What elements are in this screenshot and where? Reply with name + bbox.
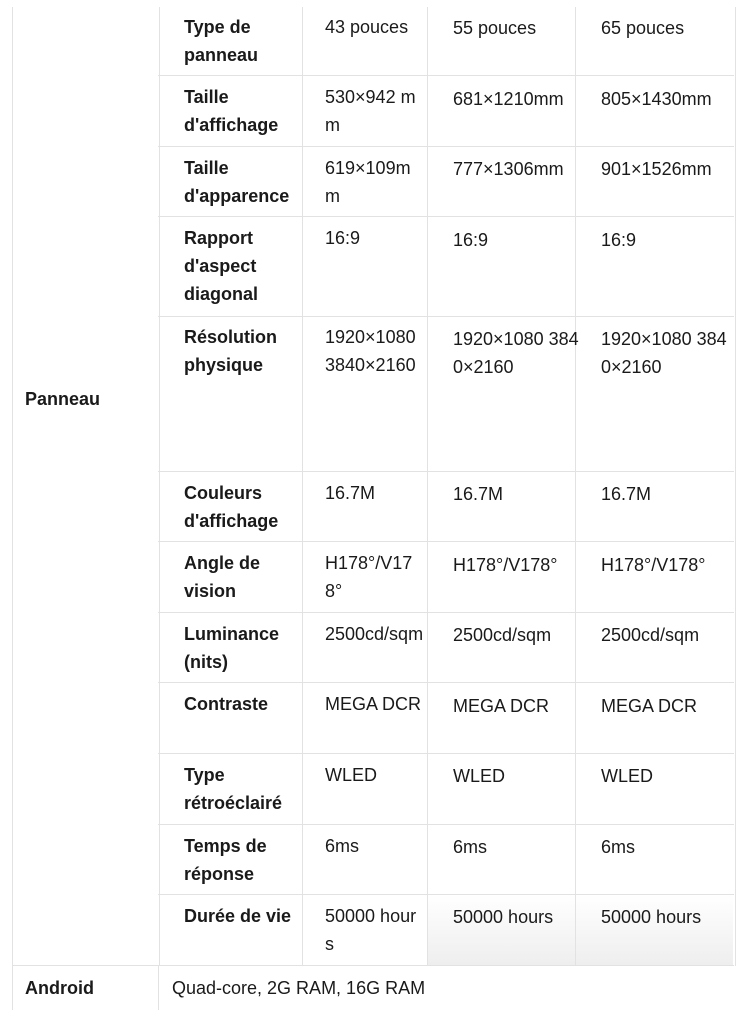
spec-value-65: 2500cd/sqm <box>601 625 700 645</box>
row-divider <box>158 541 734 542</box>
column-divider <box>427 7 428 966</box>
spec-value-55: 16:9 <box>453 230 489 250</box>
spec-label: Angle de vision <box>184 553 261 601</box>
spec-value-65: 6ms <box>601 837 636 857</box>
spec-label: Couleurs d'affichage <box>184 483 279 531</box>
spec-value-43: 2500cd/sqm <box>325 624 424 644</box>
spec-value-43: WLED <box>325 765 378 785</box>
column-divider <box>158 966 159 1010</box>
spec-value-65: MEGA DCR <box>601 696 698 716</box>
spec-value-55: 50000 hours <box>453 907 554 927</box>
spec-value-43: 16.7M <box>325 483 376 503</box>
spec-value-43: 43 pouces <box>325 17 409 37</box>
spec-label: Temps de réponse <box>184 836 267 884</box>
spec-value-55: 2500cd/sqm <box>453 625 552 645</box>
android-label: Android <box>25 978 94 998</box>
spec-label: Durée de vie <box>184 906 292 926</box>
spec-value-55: 6ms <box>453 837 488 857</box>
spec-label: Luminance (nits) <box>184 624 280 672</box>
spec-value-65: H178°/V178° <box>601 555 706 575</box>
spec-value-43: 1920×1080 3840×2160 <box>325 327 416 375</box>
spec-value-65: 1920×1080 3840×2160 <box>601 329 727 377</box>
spec-label: Résolution physique <box>184 327 277 375</box>
spec-value-43: 530×942 mm <box>325 87 416 135</box>
spec-value-43: 619×109mm <box>325 158 411 206</box>
spec-value-43: MEGA DCR <box>325 694 422 714</box>
row-divider <box>158 894 734 895</box>
spec-value-55: 16.7M <box>453 484 504 504</box>
row-divider <box>158 316 734 317</box>
spec-label: Taille d'affichage <box>184 87 279 135</box>
spec-value-65: 50000 hours <box>601 907 702 927</box>
spec-value-55: 1920×1080 3840×2160 <box>453 329 579 377</box>
column-divider <box>159 7 160 966</box>
row-divider <box>158 216 734 217</box>
row-divider <box>158 824 734 825</box>
spec-value-55: WLED <box>453 766 506 786</box>
spec-value-55: 55 pouces <box>453 18 537 38</box>
row-divider <box>158 146 734 147</box>
row-divider <box>158 612 734 613</box>
android-row <box>0 966 745 1010</box>
spec-value-55: 681×1210mm <box>453 89 564 109</box>
spec-value-65: 805×1430mm <box>601 89 712 109</box>
row-divider <box>158 682 734 683</box>
spec-label: Rapport d'aspect diagonal <box>184 228 259 304</box>
group-label-panneau: Panneau <box>25 389 101 409</box>
spec-label: Taille d'apparence <box>184 158 290 206</box>
android-value: Quad-core, 2G RAM, 16G RAM <box>172 978 426 998</box>
row-divider <box>158 75 734 76</box>
spec-value-55: MEGA DCR <box>453 696 550 716</box>
spec-label: Contraste <box>184 694 269 714</box>
row-divider <box>158 471 734 472</box>
spec-value-43: 16:9 <box>325 228 361 248</box>
spec-label: Type de panneau <box>184 17 259 65</box>
spec-value-55: 777×1306mm <box>453 159 564 179</box>
spec-value-43: 50000 hours <box>325 906 417 954</box>
column-divider <box>12 966 13 1010</box>
spec-value-65: 16.7M <box>601 484 652 504</box>
spec-value-43: H178°/V178° <box>325 553 413 601</box>
spec-value-65: 901×1526mm <box>601 159 712 179</box>
spec-value-55: H178°/V178° <box>453 555 558 575</box>
spec-value-65: 16:9 <box>601 230 637 250</box>
spec-value-65: 65 pouces <box>601 18 685 38</box>
spec-label: Type rétroéclairé <box>184 765 283 813</box>
spec-value-43: 6ms <box>325 836 360 856</box>
spec-value-65: WLED <box>601 766 654 786</box>
row-divider <box>158 753 734 754</box>
